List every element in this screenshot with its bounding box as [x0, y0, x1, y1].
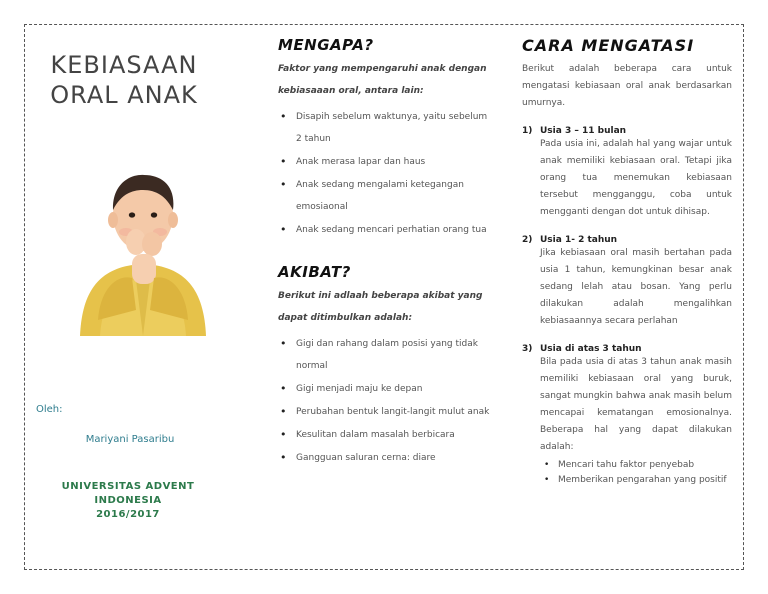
- right-column: [522, 36, 732, 488]
- academic-year: 2016/2017: [96, 509, 160, 520]
- author-name: Mariyani Pasaribu: [85, 434, 175, 445]
- mengapa-heading: MENGAPA?: [278, 36, 374, 54]
- step-2: [522, 235, 732, 330]
- step-title: Usia 1- 2 tahun: [540, 235, 618, 245]
- list-item: • Perubahan bentuk langit-langit mulut anak: [278, 401, 490, 423]
- oleh-label: Oleh:: [36, 404, 63, 415]
- step-number: 3): [522, 344, 533, 354]
- step-number: 2): [522, 235, 533, 245]
- akibat-list: [278, 333, 490, 469]
- list-item: • Anak merasa lapar dan haus: [278, 151, 490, 173]
- list-item: • Anak sedang mencari perhatian orang tua: [278, 219, 490, 241]
- step-body: Pada usia ini, adalah hal yang wajar untuk anak memiliki kebiasaan oral. Tetapi jika orang tua menemukan kebiasaan tersebut mengganggu, coba untuk mengganti dengan dot untuk dihisap.: [540, 139, 732, 217]
- step-3: [522, 344, 732, 456]
- step-body: Jika kebiasaan oral masih bertahan pada usia 1 tahun, kemungkinan besar anak sedang lelah atau bosan. Yang perlu dilakukan adalah mengalihkan kebiasaannya secara perlahan: [540, 248, 732, 326]
- list-item: • Memberikan pengarahan yang positif: [540, 473, 732, 488]
- university-block: [30, 480, 226, 522]
- step-1: [522, 126, 732, 221]
- list-item: • Anak sedang mengalami ketegangan emosiaonal: [278, 174, 490, 218]
- cara-heading: CARA MENGATASI: [522, 36, 695, 55]
- step-title: Usia 3 – 11 bulan: [540, 126, 627, 136]
- step-number: 1): [522, 126, 533, 136]
- akibat-intro: Berikut ini adlaah beberapa akibat yang dapat ditimbulkan adalah:: [278, 291, 483, 323]
- middle-column: [278, 36, 490, 470]
- main-title: [24, 50, 224, 110]
- step-3-sublist: [522, 458, 732, 488]
- list-item: • Mencari tahu faktor penyebab: [540, 458, 732, 473]
- step-title: Usia di atas 3 tahun: [540, 344, 642, 354]
- cara-intro: Berikut adalah beberapa cara untuk mengatasi kebiasaan oral anak berdasarkan umurnya.: [522, 64, 732, 108]
- university-name-line-1: UNIVERSITAS ADVENT: [61, 481, 195, 492]
- akibat-heading: AKIBAT?: [278, 263, 351, 281]
- list-item: • Disapih sebelum waktunya, yaitu sebelum 2 tahun: [278, 106, 490, 150]
- list-item: • Gigi menjadi maju ke depan: [278, 378, 490, 400]
- title-line-2: ORAL ANAK: [50, 81, 198, 109]
- mengapa-intro: Faktor yang mempengaruhi anak dengan kebiasaaan oral, antara lain:: [278, 64, 487, 96]
- title-line-1: KEBIASAAN: [50, 51, 198, 79]
- list-item: • Kesulitan dalam masalah berbicara: [278, 424, 490, 446]
- list-item: • Gigi dan rahang dalam posisi yang tidak normal: [278, 333, 490, 377]
- baby-photo: [40, 170, 246, 336]
- step-body: Bila pada usia di atas 3 tahun anak masih memiliki kebiasaan oral yang buruk, sangat mungkin bahwa anak masih belum mencapai kematangan emosionalnya. Beberapa hal yang dapat dilakukan adalah:: [540, 357, 732, 452]
- university-name-line-2: INDONESIA: [94, 495, 162, 506]
- list-item: • Gangguan saluran cerna: diare: [278, 447, 490, 469]
- mengapa-list: [278, 106, 490, 241]
